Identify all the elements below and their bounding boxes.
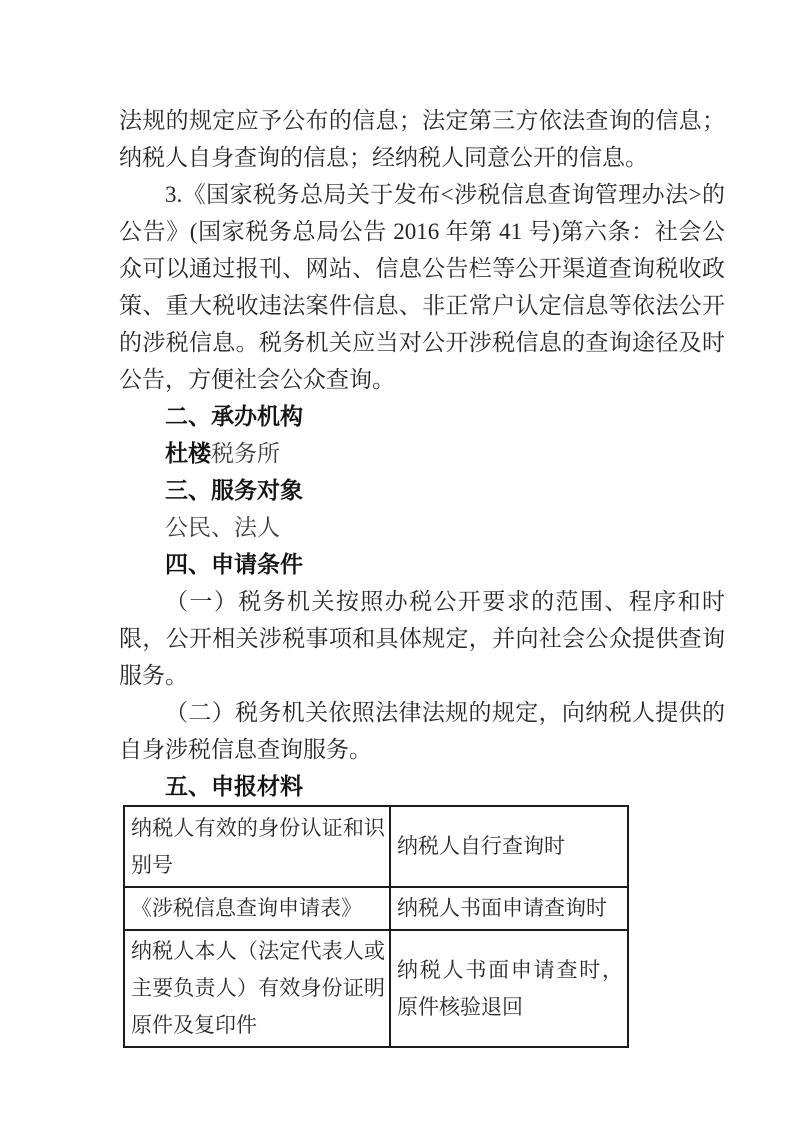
heading-section-3-service-targets: 三、服务对象 [165, 477, 303, 503]
para-condition-1: （一）税务机关按照办税公开要求的范围、程序和时限，公开相关涉税事项和具体规定，并向社会公众提供查询服务。 [119, 589, 725, 688]
table-row [124, 930, 628, 1047]
office-name-rest-part: 税务所 [211, 441, 280, 466]
material-cell: 《涉税信息查询申请表》 [124, 887, 390, 930]
material-cell: 纳税人本人（法定代表人或主要负责人）有效身份证明原件及复印件 [124, 930, 390, 1047]
condition-cell: 纳税人书面申请查时，原件核验退回 [390, 930, 628, 1047]
para-condition-2: （二）税务机关依照法律法规的规定，向纳税人提供的自身涉税信息查询服务。 [119, 700, 725, 762]
para-citation-item3: 3.《国家税务总局关于发布<涉税信息查询管理办法>的公告》(国家税务总局公告 2016 年第 41 号)第六条：社会公众可以通过报刊、网站、信息公告栏等公开渠道查询税收政策、重大税收违法案件信息、非正常户认定信息等依法公开的涉税信息。税务机关应当对公开涉税信息的查询途径及时公告，方便社会公众查询。 [119, 182, 725, 392]
para-public-info-continuation: 法规的规定应予公布的信息；法定第三方依法查询的信息；纳税人自身查询的信息；经纳税人同意公开的信息。 [119, 108, 725, 170]
table-row [124, 887, 628, 930]
office-name-bold-part: 杜楼 [165, 440, 211, 466]
condition-cell: 纳税人书面申请查询时 [390, 887, 628, 930]
para-office-name [119, 435, 725, 472]
heading-section-2-undertaking-agency: 二、承办机构 [165, 403, 303, 429]
document-body [119, 102, 725, 1048]
heading-section-5-application-materials: 五、申报材料 [165, 773, 303, 799]
material-cell: 纳税人有效的身份认证和识别号 [124, 806, 390, 887]
condition-cell: 纳税人自行查询时 [390, 806, 628, 887]
materials-table [123, 805, 629, 1048]
table-row [124, 806, 628, 887]
para-service-targets: 公民、法人 [165, 515, 280, 540]
heading-section-4-application-conditions: 四、申请条件 [165, 551, 303, 577]
